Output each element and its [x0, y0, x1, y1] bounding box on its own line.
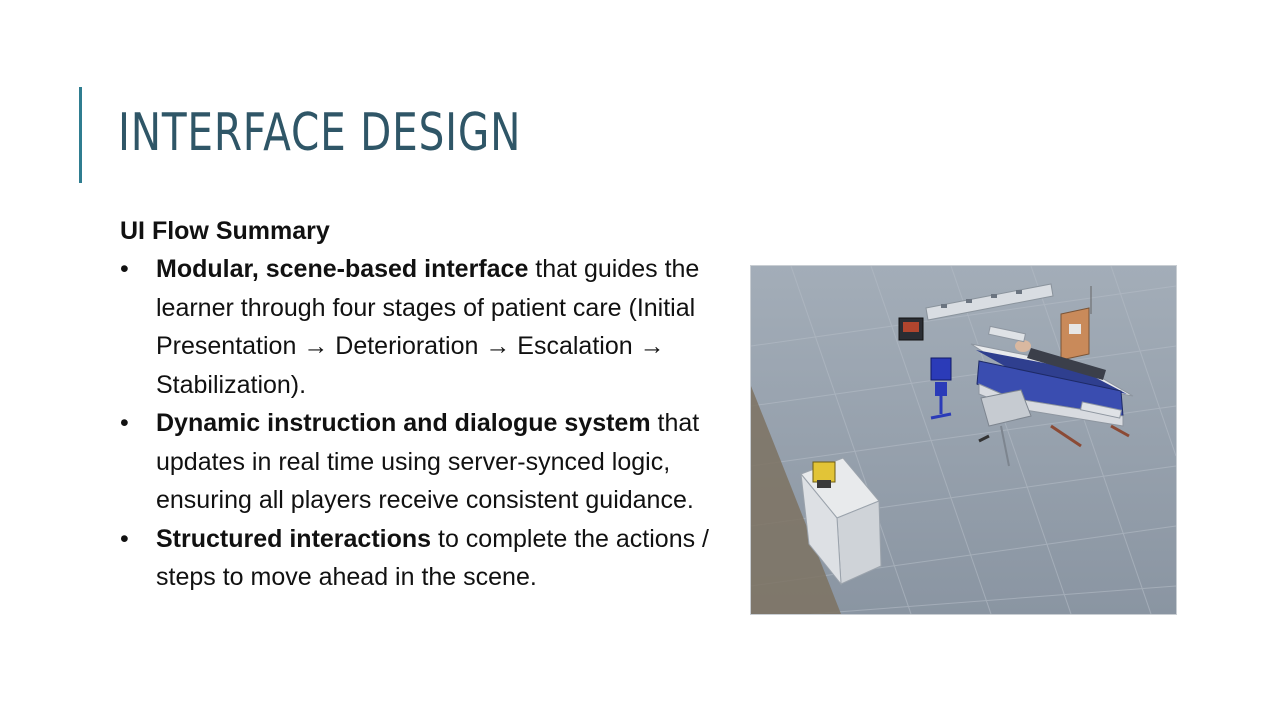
bullet-item-dialogue-system: [120, 404, 740, 520]
bullet-bold-text: Structured interactions: [156, 524, 432, 553]
bullet-dot: •: [120, 409, 129, 437]
bullet-bold-text: Modular, scene-based interface: [156, 255, 529, 283]
bullet-dot: •: [120, 255, 129, 283]
section-subheading: UI Flow Summary: [120, 217, 330, 245]
content-area: [120, 212, 740, 597]
slide-title: INTERFACE DESIGN: [118, 103, 522, 163]
bullet-text: to complete the actions / steps to move ahead in the scene.: [156, 524, 709, 591]
bullet-dot: •: [120, 524, 129, 553]
bullet-item-modular-interface: [120, 250, 740, 404]
hospital-room-3d-image: [750, 265, 1177, 615]
title-accent-bar: [79, 87, 82, 183]
bullet-bold-text: Dynamic instruction and dialogue system: [156, 409, 651, 437]
bullet-item-structured-interactions: [120, 520, 740, 597]
bullet-text: that guides the learner through four stages of patient care (Initial Presentation → Deterioration → Escalation → Stabilization).: [156, 255, 700, 399]
bullet-text: that updates in real time using server-synced logic, ensuring all players receive consistent guidance.: [156, 409, 700, 514]
vital-signs-monitor: [899, 318, 923, 340]
hospital-room-illustration: [751, 266, 1176, 614]
bullet-list: [120, 250, 740, 597]
